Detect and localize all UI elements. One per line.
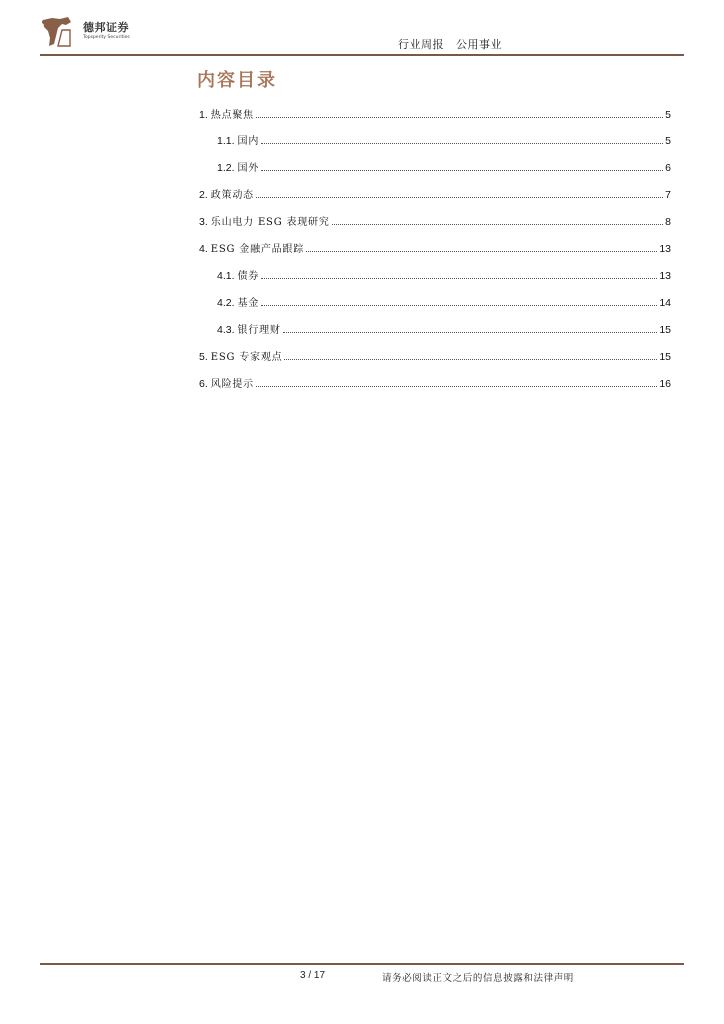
dot-leader [261, 278, 657, 279]
toc-entry-label: 债券 [237, 271, 260, 282]
toc-entry[interactable] [217, 132, 671, 148]
toc-entry-label: ESG 专家观点 [210, 352, 283, 363]
toc-entry-number: 3. [199, 216, 208, 228]
brand-name-en: Topsperity Securities [83, 35, 130, 40]
toc-entry-number: 6. [199, 378, 208, 390]
toc-entry-number: 1.1. [217, 135, 235, 147]
toc-entry-number: 4.3. [217, 324, 235, 336]
toc-entry[interactable] [199, 106, 671, 122]
toc-entry-label: 乐山电力 ESG 表现研究 [210, 217, 330, 228]
toc-entry[interactable] [217, 267, 671, 283]
toc-entry-label: 政策动态 [210, 190, 254, 201]
toc-entry-page: 13 [659, 243, 671, 255]
dot-leader [283, 332, 658, 333]
toc-title: 内容目录 [197, 70, 277, 91]
toc-entry-page: 7 [665, 189, 671, 201]
logo-mark-icon [40, 16, 74, 48]
toc-entry-page: 8 [665, 216, 671, 228]
footer-divider [40, 963, 684, 965]
toc-entry-page: 6 [665, 162, 671, 174]
toc-entry-page: 13 [659, 270, 671, 282]
toc-entry-number: 1.2. [217, 162, 235, 174]
toc-entry[interactable] [199, 348, 671, 364]
toc-entry-number: 4.2. [217, 297, 235, 309]
toc-entry[interactable] [199, 186, 671, 202]
dot-leader [261, 170, 663, 171]
toc-entry-label: 国内 [237, 136, 260, 147]
toc-entry-number: 5. [199, 351, 208, 363]
dot-leader [306, 251, 657, 252]
toc-entry[interactable] [199, 240, 671, 256]
report-type: 行业周报 [398, 38, 444, 51]
toc-entry-number: 4.1. [217, 270, 235, 282]
toc-entry[interactable] [217, 321, 671, 337]
toc-entry-page: 14 [659, 297, 671, 309]
toc-entry[interactable] [199, 375, 671, 391]
toc-entry-label: 热点聚焦 [210, 110, 254, 121]
toc-entry-page: 5 [665, 135, 671, 147]
dot-leader [256, 117, 663, 118]
toc-entry-label: 基金 [237, 298, 260, 309]
dot-leader [261, 305, 657, 306]
dot-leader [261, 143, 663, 144]
toc-entry-page: 16 [659, 378, 671, 390]
header-divider [40, 54, 684, 56]
page-indicator: 3 / 17 [300, 970, 326, 981]
toc-entry-number: 1. [199, 109, 208, 121]
toc-entry[interactable] [199, 213, 671, 229]
toc-entry-label: 银行理财 [237, 325, 281, 336]
dot-leader [332, 224, 663, 225]
dot-leader [256, 197, 663, 198]
report-sector: 公用事业 [456, 38, 502, 51]
toc-entry-number: 2. [199, 189, 208, 201]
toc-entry-page: 15 [659, 351, 671, 363]
toc-entry-page: 15 [659, 324, 671, 336]
report-header [398, 36, 502, 52]
toc-entry[interactable] [217, 294, 671, 310]
legal-disclaimer: 请务必阅读正文之后的信息披露和法律声明 [382, 973, 574, 984]
brand-name-cn: 德邦证券 [83, 21, 129, 34]
toc-entry-page: 5 [665, 109, 671, 121]
toc-entry-label: ESG 金融产品跟踪 [210, 244, 305, 255]
toc-entry-label: 风险提示 [210, 379, 254, 390]
toc-entry[interactable] [217, 159, 671, 175]
dot-leader [256, 386, 657, 387]
toc-entry-number: 4. [199, 243, 208, 255]
company-logo [40, 16, 160, 50]
toc-entry-label: 国外 [237, 163, 260, 174]
dot-leader [284, 359, 657, 360]
